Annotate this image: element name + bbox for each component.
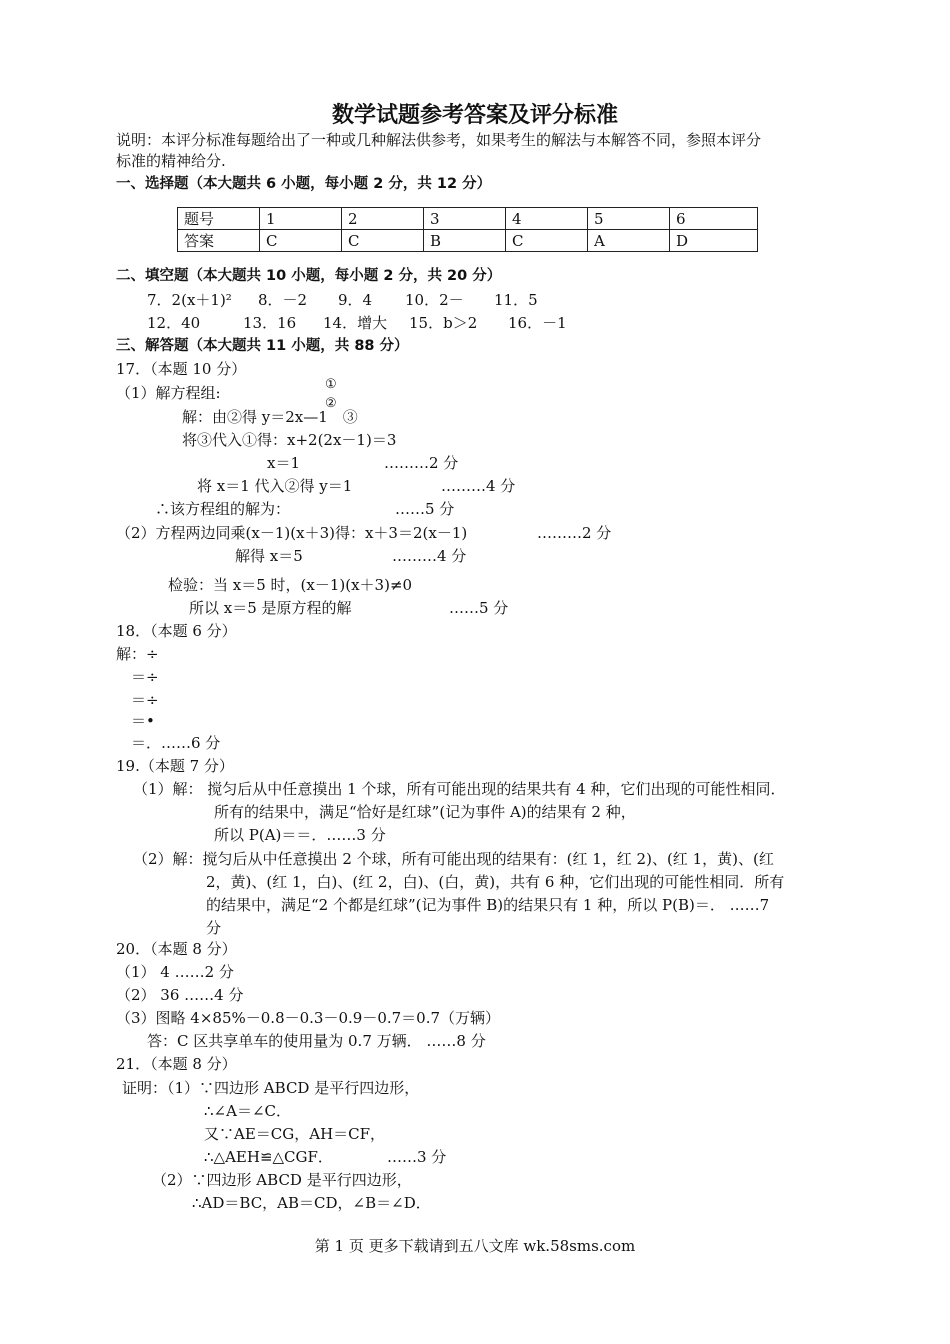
q20-answer: 答：C 区共享单车的使用量为 0.7 万辆． ……8 分 xyxy=(147,1032,486,1050)
equation-label-1: ① xyxy=(325,377,337,392)
table-cell: 2 xyxy=(342,208,424,230)
note-line-1: 说明：本评分标准每题给出了一种或几种解法供参考，如果考生的解法与本解答不同，参照本评分 xyxy=(116,131,762,149)
table-cell: D xyxy=(670,230,758,252)
q17-step-f: 解得 x＝5 xyxy=(235,547,303,565)
q21-step-e: （2）∵四边形 ABCD 是平行四边形， xyxy=(152,1171,412,1189)
q17-step-b: 将③代入①得：x+2(2x－1)＝3 xyxy=(182,431,397,449)
table-row xyxy=(178,208,758,230)
q18-step-e: ＝．……6 分 xyxy=(131,734,221,752)
q17-step-c: x＝1 xyxy=(267,454,301,472)
q21-heading: 21．（本题 8 分） xyxy=(116,1055,237,1073)
q18-step-c: ＝÷ xyxy=(131,691,159,709)
fill-answer-9: 9．4 xyxy=(338,291,373,309)
q18-heading: 18．（本题 6 分） xyxy=(116,622,237,640)
section1-heading: 一、选择题（本大题共 6 小题，每小题 2 分，共 12 分） xyxy=(116,176,492,192)
fill-answer-7: 7．2(x＋1)² xyxy=(147,291,232,309)
table-cell: B xyxy=(424,230,506,252)
table-cell: C xyxy=(506,230,588,252)
page-title: 数学试题参考答案及评分标准 xyxy=(331,103,618,128)
score-mark: ………2 分 xyxy=(537,524,612,542)
table-row xyxy=(178,230,758,252)
q19-part2-line3: 的结果中，满足“2 个都是红球”(记为事件 B)的结果只有 1 种，所以 P(B)＝． ……7 xyxy=(206,896,770,914)
fill-answer-10: 10．2－ xyxy=(405,291,464,309)
table-cell: C xyxy=(342,230,424,252)
q19-part2-line4: 分 xyxy=(206,919,222,937)
q17-part2: （2）方程两边同乘(x－1)(x＋3)得：x＋3＝2(x－1) xyxy=(116,524,468,542)
fill-answer-8: 8．－2 xyxy=(258,291,308,309)
score-mark: ………4 分 xyxy=(441,477,516,495)
page-footer: 第 1 页 更多下载请到五八文库 wk.58sms.com xyxy=(314,1237,636,1255)
table-cell: 5 xyxy=(588,208,670,230)
q20-part1: （1） 4 ……2 分 xyxy=(116,963,234,981)
section3-heading: 三、解答题（本大题共 11 小题，共 88 分） xyxy=(116,338,409,354)
q21-step-f: ∴AD＝BC，AB＝CD，∠B＝∠D． xyxy=(192,1194,431,1212)
section2-heading: 二、填空题（本大题共 10 小题，每小题 2 分，共 20 分） xyxy=(116,268,502,284)
q19-part1-line2: 所有的结果中，满足“恰好是红球”(记为事件 A)的结果有 2 种， xyxy=(214,803,636,821)
answer-table xyxy=(177,207,758,252)
q17-step-h: 所以 x＝5 是原方程的解 xyxy=(189,599,352,617)
q17-step-d: 将 x＝1 代入②得 y＝1 xyxy=(197,477,353,495)
fill-answer-13: 13．16 xyxy=(243,314,297,332)
q17-step-a: 解：由②得 y＝2x—1 ③ xyxy=(182,408,358,426)
q18-step-d: ＝• xyxy=(131,712,155,730)
q17-heading: 17．（本题 10 分） xyxy=(116,360,247,378)
q18-step-b: ＝÷ xyxy=(131,668,159,686)
q19-part1-line3: 所以 P(A)＝＝．……3 分 xyxy=(214,826,386,844)
score-mark: ………4 分 xyxy=(392,547,467,565)
table-cell: 1 xyxy=(260,208,342,230)
table-cell: 4 xyxy=(506,208,588,230)
fill-answer-15: 15．b＞2 xyxy=(409,314,478,332)
q19-heading: 19.（本题 7 分） xyxy=(116,757,234,775)
fill-answer-11: 11．5 xyxy=(494,291,538,309)
table-cell: C xyxy=(260,230,342,252)
table-cell: 6 xyxy=(670,208,758,230)
table-cell: 答案 xyxy=(178,230,260,252)
score-mark: ……5 分 xyxy=(395,500,455,518)
equation-label-2: ② xyxy=(325,396,337,411)
q20-part2: （2） 36 ……4 分 xyxy=(116,986,244,1004)
note-line-2: 标准的精神给分. xyxy=(116,152,226,170)
score-mark: ……5 分 xyxy=(449,599,509,617)
q19-part1-line1: （1）解： 搅匀后从中任意摸出 1 个球，所有可能出现的结果共有 4 种，它们出现的可能性相同． xyxy=(133,780,786,798)
fill-answer-16: 16．－1 xyxy=(508,314,567,332)
score-mark: ……3 分 xyxy=(387,1148,447,1166)
q20-part3: （3）图略 4×85%－0.8－0.3－0.9－0.7＝0.7（万辆） xyxy=(116,1009,501,1027)
q21-step-b: ∴∠A＝∠C． xyxy=(204,1102,291,1120)
table-cell: 题号 xyxy=(178,208,260,230)
q17-part1: （1）解方程组: xyxy=(116,384,221,402)
q17-step-e: ∴该方程组的解为： xyxy=(155,500,291,518)
table-cell: A xyxy=(588,230,670,252)
q21-step-a: 证明：（1）∵四边形 ABCD 是平行四边形， xyxy=(122,1079,420,1097)
q19-part2-line2: 2，黄)、(红 1，白)、(红 2，白)、(白，黄)，共有 6 种，它们出现的可能性相同．所有 xyxy=(206,873,785,891)
q21-step-c: 又∵AE＝CG，AH＝CF， xyxy=(204,1125,386,1143)
fill-answer-12: 12．40 xyxy=(147,314,201,332)
score-mark: ………2 分 xyxy=(384,454,459,472)
q19-part2-line1: （2）解：搅匀后从中任意摸出 2 个球，所有可能出现的结果有：(红 1，红 2)、(红 1，黄)、(红 xyxy=(133,850,774,868)
q17-step-g: 检验：当 x＝5 时，(x－1)(x＋3)≠0 xyxy=(168,576,413,594)
fill-answer-14: 14．增大 xyxy=(323,314,388,332)
q18-step-a: 解：÷ xyxy=(116,645,159,663)
q20-heading: 20．（本题 8 分） xyxy=(116,940,237,958)
q21-step-d: ∴△AEH≌△CGF． xyxy=(204,1148,333,1166)
table-cell: 3 xyxy=(424,208,506,230)
